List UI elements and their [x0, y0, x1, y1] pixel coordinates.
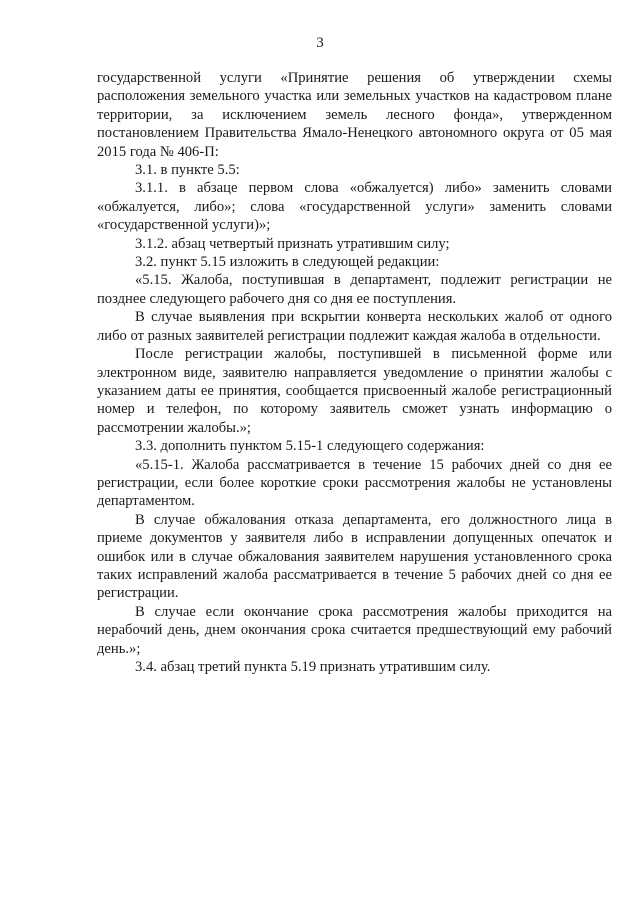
- paragraph-5-15-1-nonworking: В случае если окончание срока рассмотрения жалобы приходится на нерабочий день, днем окончания срока считается предшествующий ему рабочий день.»;: [97, 603, 612, 657]
- paragraph-intro: государственной услуги «Принятие решения об утверждении схемы расположения земельного участка или земельных участков на кадастровом плане территории, за исключением земель лесного фонда», утвержденном постановлением Правительства Ямало-Ненецкого автономного округа от 05 мая 2015 года № 406-П:: [97, 70, 612, 160]
- page-number: 3: [316, 35, 324, 51]
- paragraph-3-4: 3.4. абзац третий пункта 5.19 признать утратившим силу.: [135, 659, 491, 675]
- paragraph-3-1: 3.1. в пункте 5.5:: [135, 162, 240, 179]
- paragraph-5-15: «5.15. Жалоба, поступившая в департамент, подлежит регистрации не позднее следующего рабочего дня со дня ее поступления.: [97, 272, 612, 307]
- paragraph-5-15-notice: После регистрации жалобы, поступившей в письменной форме или электронном виде, заявителю направляется уведомление о принятии жалобы с указанием даты ее принятия, сообщается присвоенный жалобе регистрационный номер и телефон, по которому заявитель сможет узнать информацию о рассмотрении жалобы.»;: [97, 346, 612, 436]
- paragraph-3-3: 3.3. дополнить пунктом 5.15-1 следующего содержания:: [135, 438, 485, 455]
- paragraph-5-15-1: «5.15-1. Жалоба рассматривается в течение 15 рабочих дней со дня ее регистрации, если более короткие сроки рассмотрения жалобы не установлены департаментом.: [97, 456, 612, 510]
- paragraph-3-2: 3.2. пункт 5.15 изложить в следующей редакции:: [135, 254, 440, 271]
- paragraph-5-15-1-refusal: В случае обжалования отказа департамента, его должностного лица в приеме документов у заявителя либо в исправлении допущенных опечаток и ошибок или в случае обжалования заявителем нарушения установленного срока таких исправлений жалоба рассматривается в течение 5 рабочих дней со дня ее регистрации.: [97, 511, 612, 602]
- paragraph-5-15-multiple: В случае выявления при вскрытии конверта нескольких жалоб от одного либо от разных заявителей регистрации подлежит каждая жалоба в отдельности.: [97, 309, 612, 344]
- paragraph-3-1-2: 3.1.2. абзац четвертый признать утратившим силу;: [135, 235, 450, 252]
- paragraph-3-1-1: 3.1.1. в абзаце первом слова «обжалуется) либо» заменить словами «обжалуется, либо»; слова «государственной услуги» заменить словами «государственной услуги)»;: [97, 180, 612, 234]
- document-body: [97, 69, 612, 676]
